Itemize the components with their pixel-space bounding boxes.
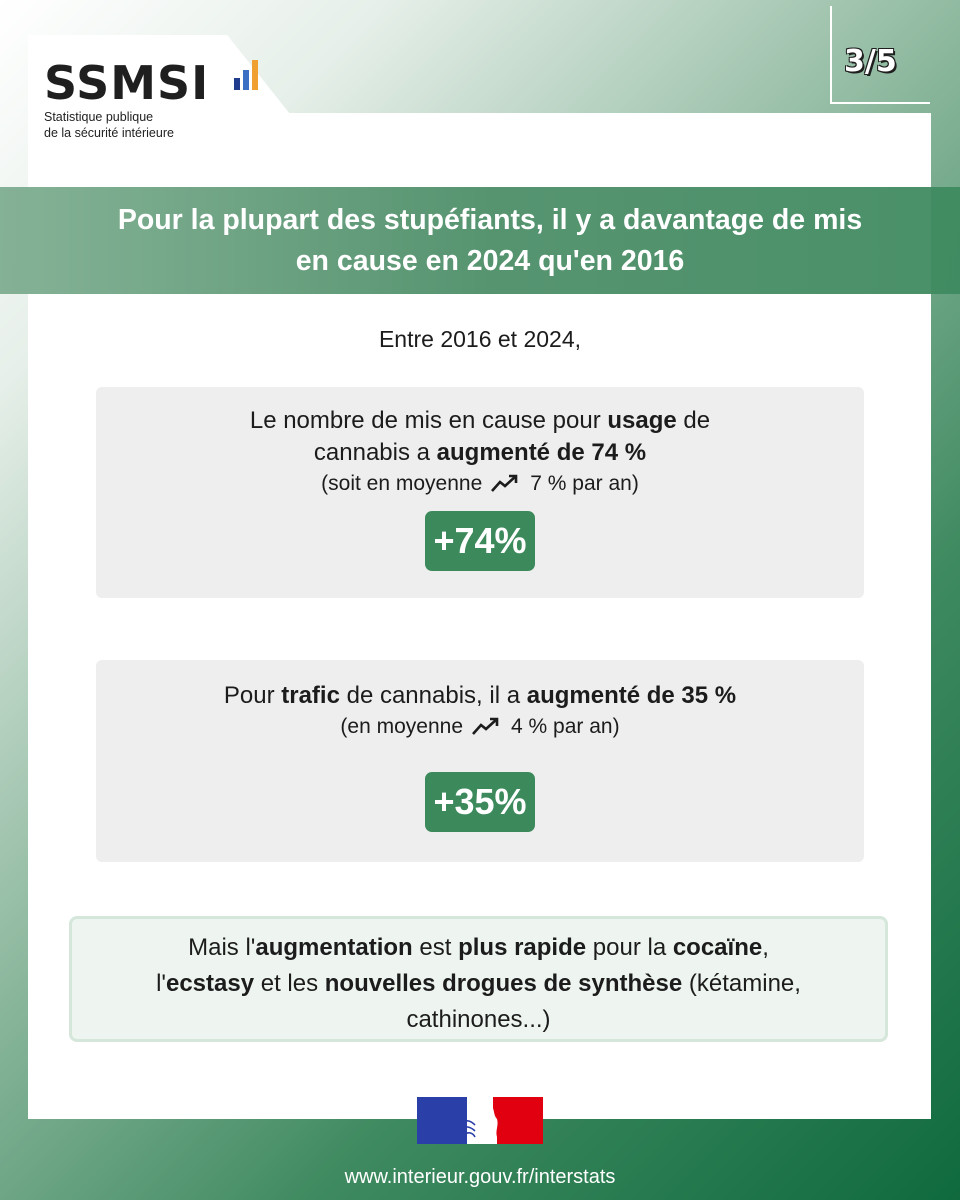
conclusion-text: pour la [586,934,673,961]
usage-text: Le nombre de mis en cause pour [249,407,608,434]
conclusion-text: l' [156,970,166,997]
page-counter-text: 3/5 [844,44,897,79]
trend-up-icon [471,716,501,736]
conclusion-bold: augmentation [255,934,413,961]
trafic-increase: augmenté de 35 % [526,682,737,709]
usage-text-2: cannabis a [313,439,437,466]
trafic-average-label: (en moyenne [340,715,463,738]
usage-badge: +74% [425,511,534,571]
conclusion-text: est [412,934,459,961]
logo-bars-icon [234,60,286,90]
intro-text: Entre 2016 et 2024, [378,326,582,352]
page-counter [830,6,930,104]
usage-bold: usage [607,407,677,434]
conclusion-text: et les [254,970,325,997]
trafic-text-mid: de cannabis, il a [339,682,527,709]
trafic-box [96,660,864,862]
trafic-badge: +35% [425,772,534,832]
logo-subtitle-1: Statistique publique [44,110,154,124]
conclusion-text: cathinones...) [406,1006,551,1033]
usage-text-end: de [676,407,711,434]
logo-wordmark: SSMSI [44,56,210,110]
conclusion-box [69,916,888,1042]
trafic-bold: trafic [281,682,340,709]
conclusion-text: (kétamine, [682,970,801,997]
usage-average-label: (soit en moyenne [321,472,483,495]
usage-increase: augmenté de 74 % [436,439,647,466]
republique-francaise-logo [417,1097,543,1144]
trafic-average-value: 4 % par an) [511,715,620,738]
usage-box [96,387,864,598]
conclusion-bold: cocaïne [672,934,763,961]
logo-subtitle-2: de la sécurité intérieure [44,126,174,140]
footer-url[interactable]: www.interieur.gouv.fr/interstats [344,1166,616,1188]
headline-line-1: Pour la plupart des stupéfiants, il y a davantage de mis [117,204,863,236]
conclusion-text: Mais l' [188,934,256,961]
conclusion-text: , [762,934,769,961]
ssmsi-logo [44,58,209,140]
conclusion-bold: nouvelles drogues de synthèse [324,970,683,997]
trend-up-icon [490,473,520,493]
trafic-text: Pour [223,682,282,709]
headline [60,200,920,282]
usage-average-value: 7 % par an) [530,472,639,495]
headline-line-2: en cause en 2024 qu'en 2016 [295,245,685,277]
conclusion-bold: plus rapide [458,934,587,961]
conclusion-bold: ecstasy [165,970,255,997]
